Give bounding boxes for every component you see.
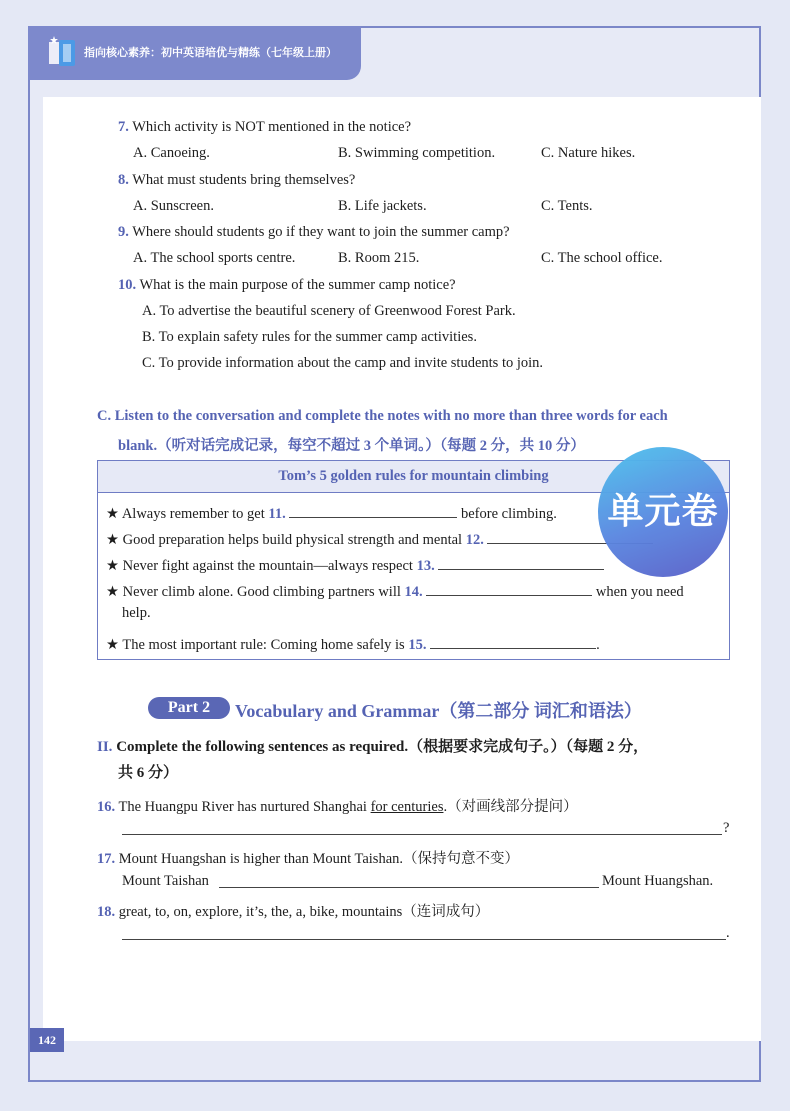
question-8: 8. What must students bring themselves? bbox=[118, 172, 356, 188]
blank-13[interactable] bbox=[438, 555, 604, 570]
option: C. To provide information about the camp and invite students to join. bbox=[142, 355, 544, 371]
blank-15[interactable] bbox=[430, 634, 596, 649]
question-16: 16. The Huangpu River has nurtured Shanghai for centuries.（对画线部分提问） bbox=[97, 799, 578, 815]
option: B. Room 215. bbox=[338, 250, 420, 266]
header-title: 指向核心素养：初中英语培优与精练（七年级上册） bbox=[84, 46, 337, 59]
rule-item-15: ★ The most important rule: Coming home safely is 15. . bbox=[106, 634, 600, 654]
blank-14[interactable] bbox=[426, 581, 592, 596]
rule-item-12: ★ Good preparation helps build physical strength and mental 12. bbox=[106, 529, 653, 549]
q17-start: Mount Taishan bbox=[122, 873, 209, 889]
option: C. Nature hikes. bbox=[541, 145, 636, 161]
unit-test-badge: 单元卷 bbox=[598, 447, 728, 577]
option: B. Swimming competition. bbox=[338, 145, 496, 161]
option: B. To explain safety rules for the summer camp activities. bbox=[142, 329, 477, 345]
option: C. The school office. bbox=[541, 250, 663, 266]
question-18: 18. great, to, on, explore, it’s, the, a, bike, mountains（连词成句） bbox=[97, 904, 490, 920]
part2-title: Vocabulary and Grammar（第二部分 词汇和语法） bbox=[235, 701, 642, 721]
rule-item-14: ★ Never climb alone. Good climbing partners will 14. when you need bbox=[106, 581, 684, 601]
q17-end: Mount Huangshan. bbox=[602, 873, 714, 889]
book-logo-icon bbox=[46, 36, 78, 70]
option: A. Sunscreen. bbox=[133, 198, 214, 214]
option: A. Canoeing. bbox=[133, 145, 210, 161]
option: A. The school sports centre. bbox=[133, 250, 296, 266]
part2-pill: Part 2 bbox=[148, 697, 230, 719]
question-17: 17. Mount Huangshan is higher than Mount Taishan.（保持句意不变） bbox=[97, 851, 520, 867]
question-9: 9. Where should students go if they want to join the summer camp? bbox=[118, 224, 510, 240]
option: A. To advertise the beautiful scenery of Greenwood Forest Park. bbox=[142, 303, 516, 319]
underlined-phrase: for centuries bbox=[370, 799, 444, 815]
option: B. Life jackets. bbox=[338, 198, 427, 214]
rule-item-14-cont: help. bbox=[122, 605, 151, 621]
answer-line-18[interactable] bbox=[122, 939, 726, 940]
answer-line-16[interactable] bbox=[122, 834, 722, 835]
section-ii-heading-cont: 共 6 分） bbox=[118, 765, 179, 781]
rule-item-13: ★ Never fight against the mountain—always respect 13. bbox=[106, 555, 604, 575]
section-c-heading-cont: blank.（听对话完成记录，每空不超过 3 个单词。）（每题 2 分，共 10 分） bbox=[118, 438, 585, 454]
page-number: 142 bbox=[30, 1028, 64, 1052]
q16-end: ? bbox=[723, 820, 730, 836]
blank-11[interactable] bbox=[289, 503, 457, 518]
rules-title: Tom’s 5 golden rules for mountain climbing bbox=[98, 461, 729, 493]
section-c-heading: C. Listen to the conversation and complete the notes with no more than three words for each bbox=[97, 408, 668, 424]
question-7: 7. Which activity is NOT mentioned in the notice? bbox=[118, 119, 412, 135]
question-10: 10. What is the main purpose of the summer camp notice? bbox=[118, 277, 456, 293]
section-ii-heading: II. Complete the following sentences as required.（根据要求完成句子。）（每题 2 分， bbox=[97, 739, 649, 755]
rule-item-11: ★ Always remember to get 11. before climbing. bbox=[106, 503, 557, 523]
answer-line-17[interactable] bbox=[219, 887, 599, 888]
q18-end: . bbox=[726, 925, 730, 941]
option: C. Tents. bbox=[541, 198, 593, 214]
